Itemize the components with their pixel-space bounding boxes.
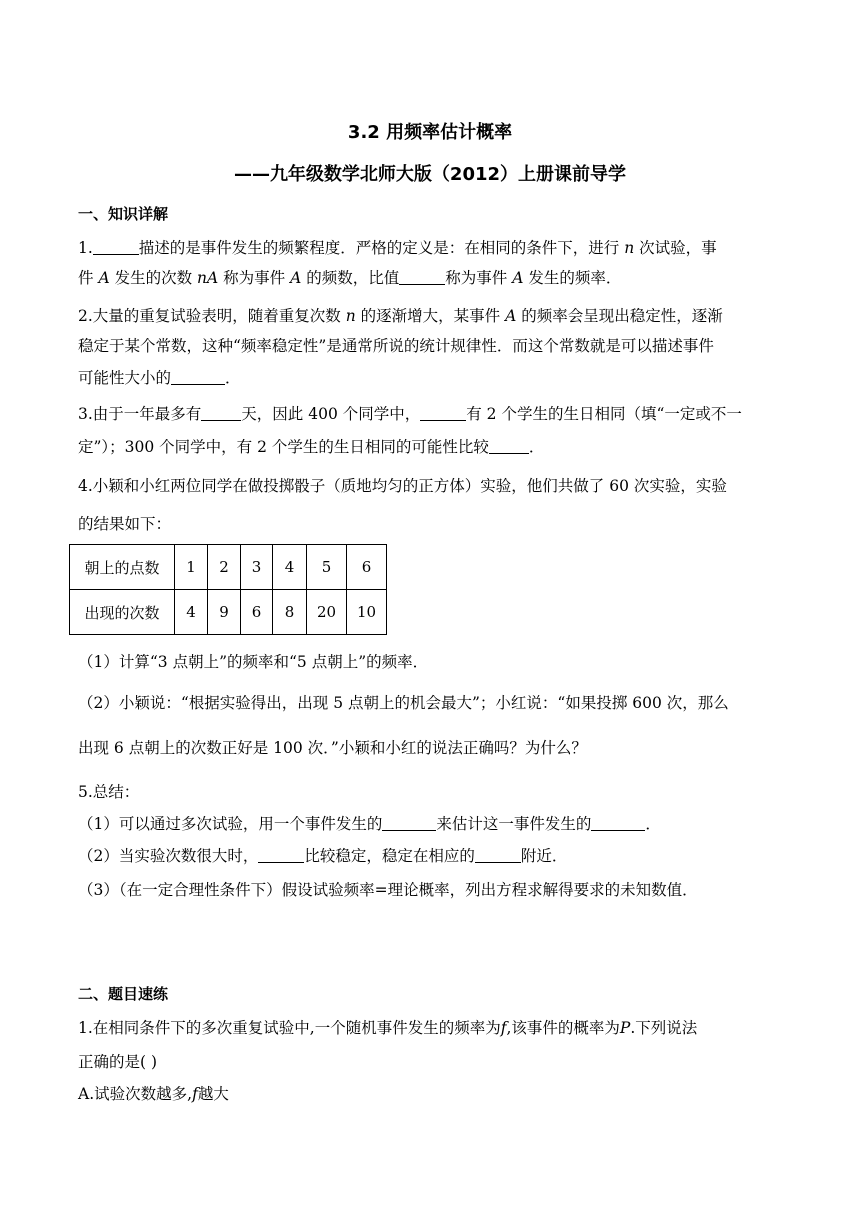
q5-summary-1: （1）可以通过多次试验，用一个事件发生的 来估计这一事件发生的 ．: [78, 815, 661, 833]
q2-line-1: 2.大量的重复试验表明，随着重复次数 n 的逐渐增大，某事件 A 的频率会呈现出稳定性，逐渐: [78, 307, 723, 325]
table-cell: 4: [273, 545, 307, 590]
table-cell: 8: [273, 590, 307, 635]
fill-blank: [201, 405, 241, 421]
dice-results-table: [69, 544, 387, 635]
table-cell: 3: [241, 545, 273, 590]
table-cell: 5: [307, 545, 347, 590]
table-cell: 2: [208, 545, 241, 590]
q2-line-2: 稳定于某个常数，这种“频率稳定性”是通常所说的统计规律性．而这个常数就是可以描述事件: [78, 337, 714, 355]
q1-line-2: 件 A 发生的次数 nA 称为事件 A 的频数，比值 称为事件 A 发生的频率．: [78, 269, 622, 287]
q3-line-1: 3.由于一年最多有 天，因此 400 个同学中， 有 2 个学生的生日相同（填“一定或不一: [78, 405, 742, 423]
section-heading-knowledge: 一、知识详解: [78, 205, 169, 223]
fill-blank: [171, 369, 225, 385]
q4-line-1: 4.小颖和小红两位同学在做投掷骰子（质地均匀的正方体）实验，他们共做了 60 次实验，实验: [78, 477, 727, 495]
q5-summary-3: （3）（在一定合理性条件下）假设试验频率=理论概率，列出方程求解得要求的未知数值．: [78, 881, 698, 899]
fill-blank: [475, 847, 521, 863]
table-cell: 9: [208, 590, 241, 635]
table-cell: 6: [241, 590, 273, 635]
fill-blank: [591, 815, 645, 831]
q4-line-2: 的结果如下：: [78, 515, 172, 533]
table-cell: 10: [347, 590, 387, 635]
fill-blank: [382, 815, 436, 831]
p1-option-a: A.试验次数越多,f越大: [78, 1085, 229, 1103]
section-heading-practice: 二、题目速练: [78, 985, 169, 1003]
q5-heading: 5.总结：: [78, 783, 140, 801]
page-subtitle: ——九年级数学北师大版（2012）上册课前导学: [233, 164, 627, 185]
q2-line-3: 可能性大小的 ．: [78, 369, 241, 387]
table-row: [70, 590, 387, 635]
p1-line-2: 正确的是( ): [78, 1053, 158, 1071]
table-cell: 4: [175, 590, 208, 635]
q5-summary-2: （2）当实验次数很大时， 比较稳定，稳定在相应的 附近．: [78, 847, 568, 865]
q4-sub-2-line-1: （2）小颖说：“根据实验得出，出现 5 点朝上的机会最大”；小红说：“如果投掷 600 次，那么: [78, 694, 729, 712]
table-cell: 20: [307, 590, 347, 635]
fill-blank: [420, 405, 466, 421]
table-cell: 1: [175, 545, 208, 590]
q4-sub-1: （1）计算“3 点朝上”的频率和“5 点朝上”的频率．: [78, 653, 429, 671]
table-row: [70, 545, 387, 590]
fill-blank: [93, 239, 139, 255]
q3-line-2: 定”）；300 个同学中，有 2 个学生的生日相同的可能性比较 ．: [78, 438, 545, 456]
fill-blank: [258, 847, 304, 863]
table-row-header: 朝上的点数: [70, 545, 175, 590]
table-row-header: 出现的次数: [70, 590, 175, 635]
fill-blank: [489, 438, 529, 454]
q1-line-1: 1. 描述的是事件发生的频繁程度．严格的定义是：在相同的条件下，进行 n 次试验，事: [78, 239, 717, 257]
table-cell: 6: [347, 545, 387, 590]
fill-blank: [399, 269, 445, 285]
page-title: 3.2 用频率估计概率: [347, 122, 513, 143]
p1-line-1: 1.在相同条件下的多次重复试验中,一个随机事件发生的频率为f,该事件的概率为P.下列说法: [78, 1019, 698, 1037]
q4-sub-2-line-2: 出现 6 点朝上的次数正好是 100 次．”小颖和小红的说法正确吗？为什么？: [78, 739, 587, 757]
